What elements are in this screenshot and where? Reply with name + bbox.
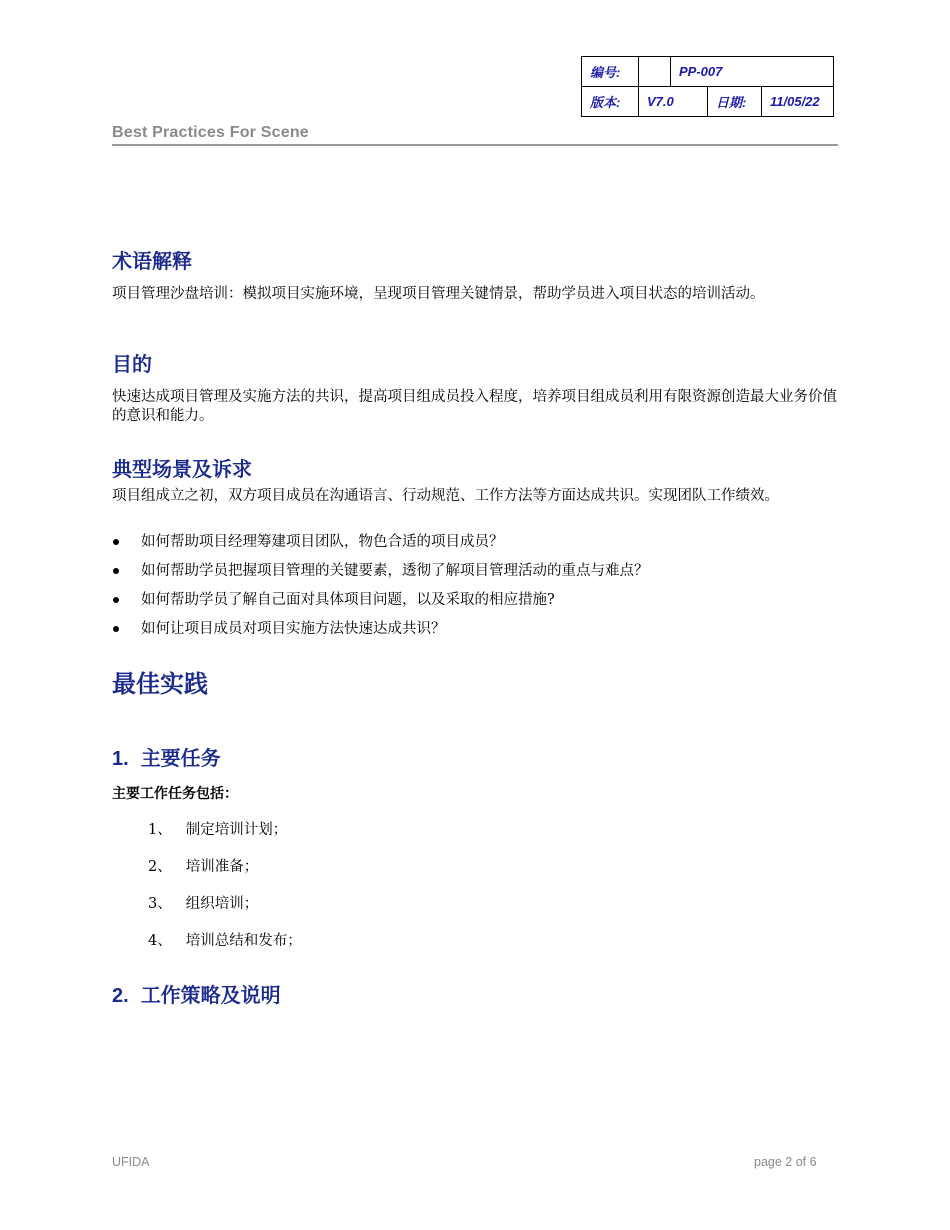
- strategy-heading: 2. 工作策略及说明: [112, 983, 281, 1007]
- title-divider: [112, 144, 838, 146]
- bullet-icon: [113, 539, 119, 545]
- list-item: 2、 培训准备；: [148, 859, 259, 875]
- scenario-question-list: [112, 532, 649, 648]
- main-tasks-heading: 1. 主要任务: [112, 746, 221, 770]
- document-title: Best Practices For Scene: [112, 124, 309, 141]
- list-item: 如何帮助项目经理筹建项目团队，物色合适的项目成员？: [112, 532, 649, 561]
- terms-heading: 术语解释: [112, 249, 192, 273]
- version-label: 版本:: [582, 87, 639, 117]
- scenario-text: 项目组成立之初，双方项目成员在沟通语言、行动规范、工作方法等方面达成共识。实现团队工作绩效。: [112, 488, 779, 504]
- purpose-text: 快速达成项目管理及实施方法的共识，提高项目组成员投入程度，培养项目组成员利用有限资源创造最大业务价值的意识和能力。: [112, 389, 837, 424]
- list-item: 如何让项目成员对项目实施方法快速达成共识？: [112, 619, 649, 648]
- document-info-table: [581, 56, 834, 117]
- version-value: V7.0: [639, 87, 708, 117]
- terms-text: 项目管理沙盘培训：模拟项目实施环境，呈现项目管理关键情景，帮助学员进入项目状态的培训活动。: [112, 286, 765, 302]
- purpose-heading: 目的: [112, 352, 152, 376]
- section-number: 2.: [112, 985, 129, 1007]
- date-label: 日期:: [708, 87, 762, 117]
- list-item: 4、 培训总结和发布；: [148, 933, 302, 949]
- footer-page-number: page 2 of 6: [754, 1155, 817, 1169]
- list-item: 如何帮助学员了解自己面对具体项目问题，以及采取的相应措施?: [112, 590, 649, 619]
- footer-company: UFIDA: [112, 1155, 150, 1169]
- code-label: 编号:: [582, 57, 639, 87]
- list-item: 如何帮助学员把握项目管理的关键要素，透彻了解项目管理活动的重点与难点？: [112, 561, 649, 590]
- best-practice-heading: 最佳实践: [112, 670, 208, 698]
- bullet-icon: [113, 597, 119, 603]
- date-value: 11/05/22: [762, 87, 834, 117]
- tasks-intro: 主要工作任务包括：: [112, 786, 238, 802]
- bullet-icon: [113, 568, 119, 574]
- bullet-icon: [113, 626, 119, 632]
- list-item: 3、 组织培训；: [148, 896, 259, 912]
- scenario-heading: 典型场景及诉求: [112, 457, 252, 481]
- code-value: PP-007: [671, 57, 834, 87]
- list-item: 1、 制定培训计划；: [148, 822, 288, 838]
- section-number: 1.: [112, 748, 129, 770]
- task-list: [148, 820, 302, 968]
